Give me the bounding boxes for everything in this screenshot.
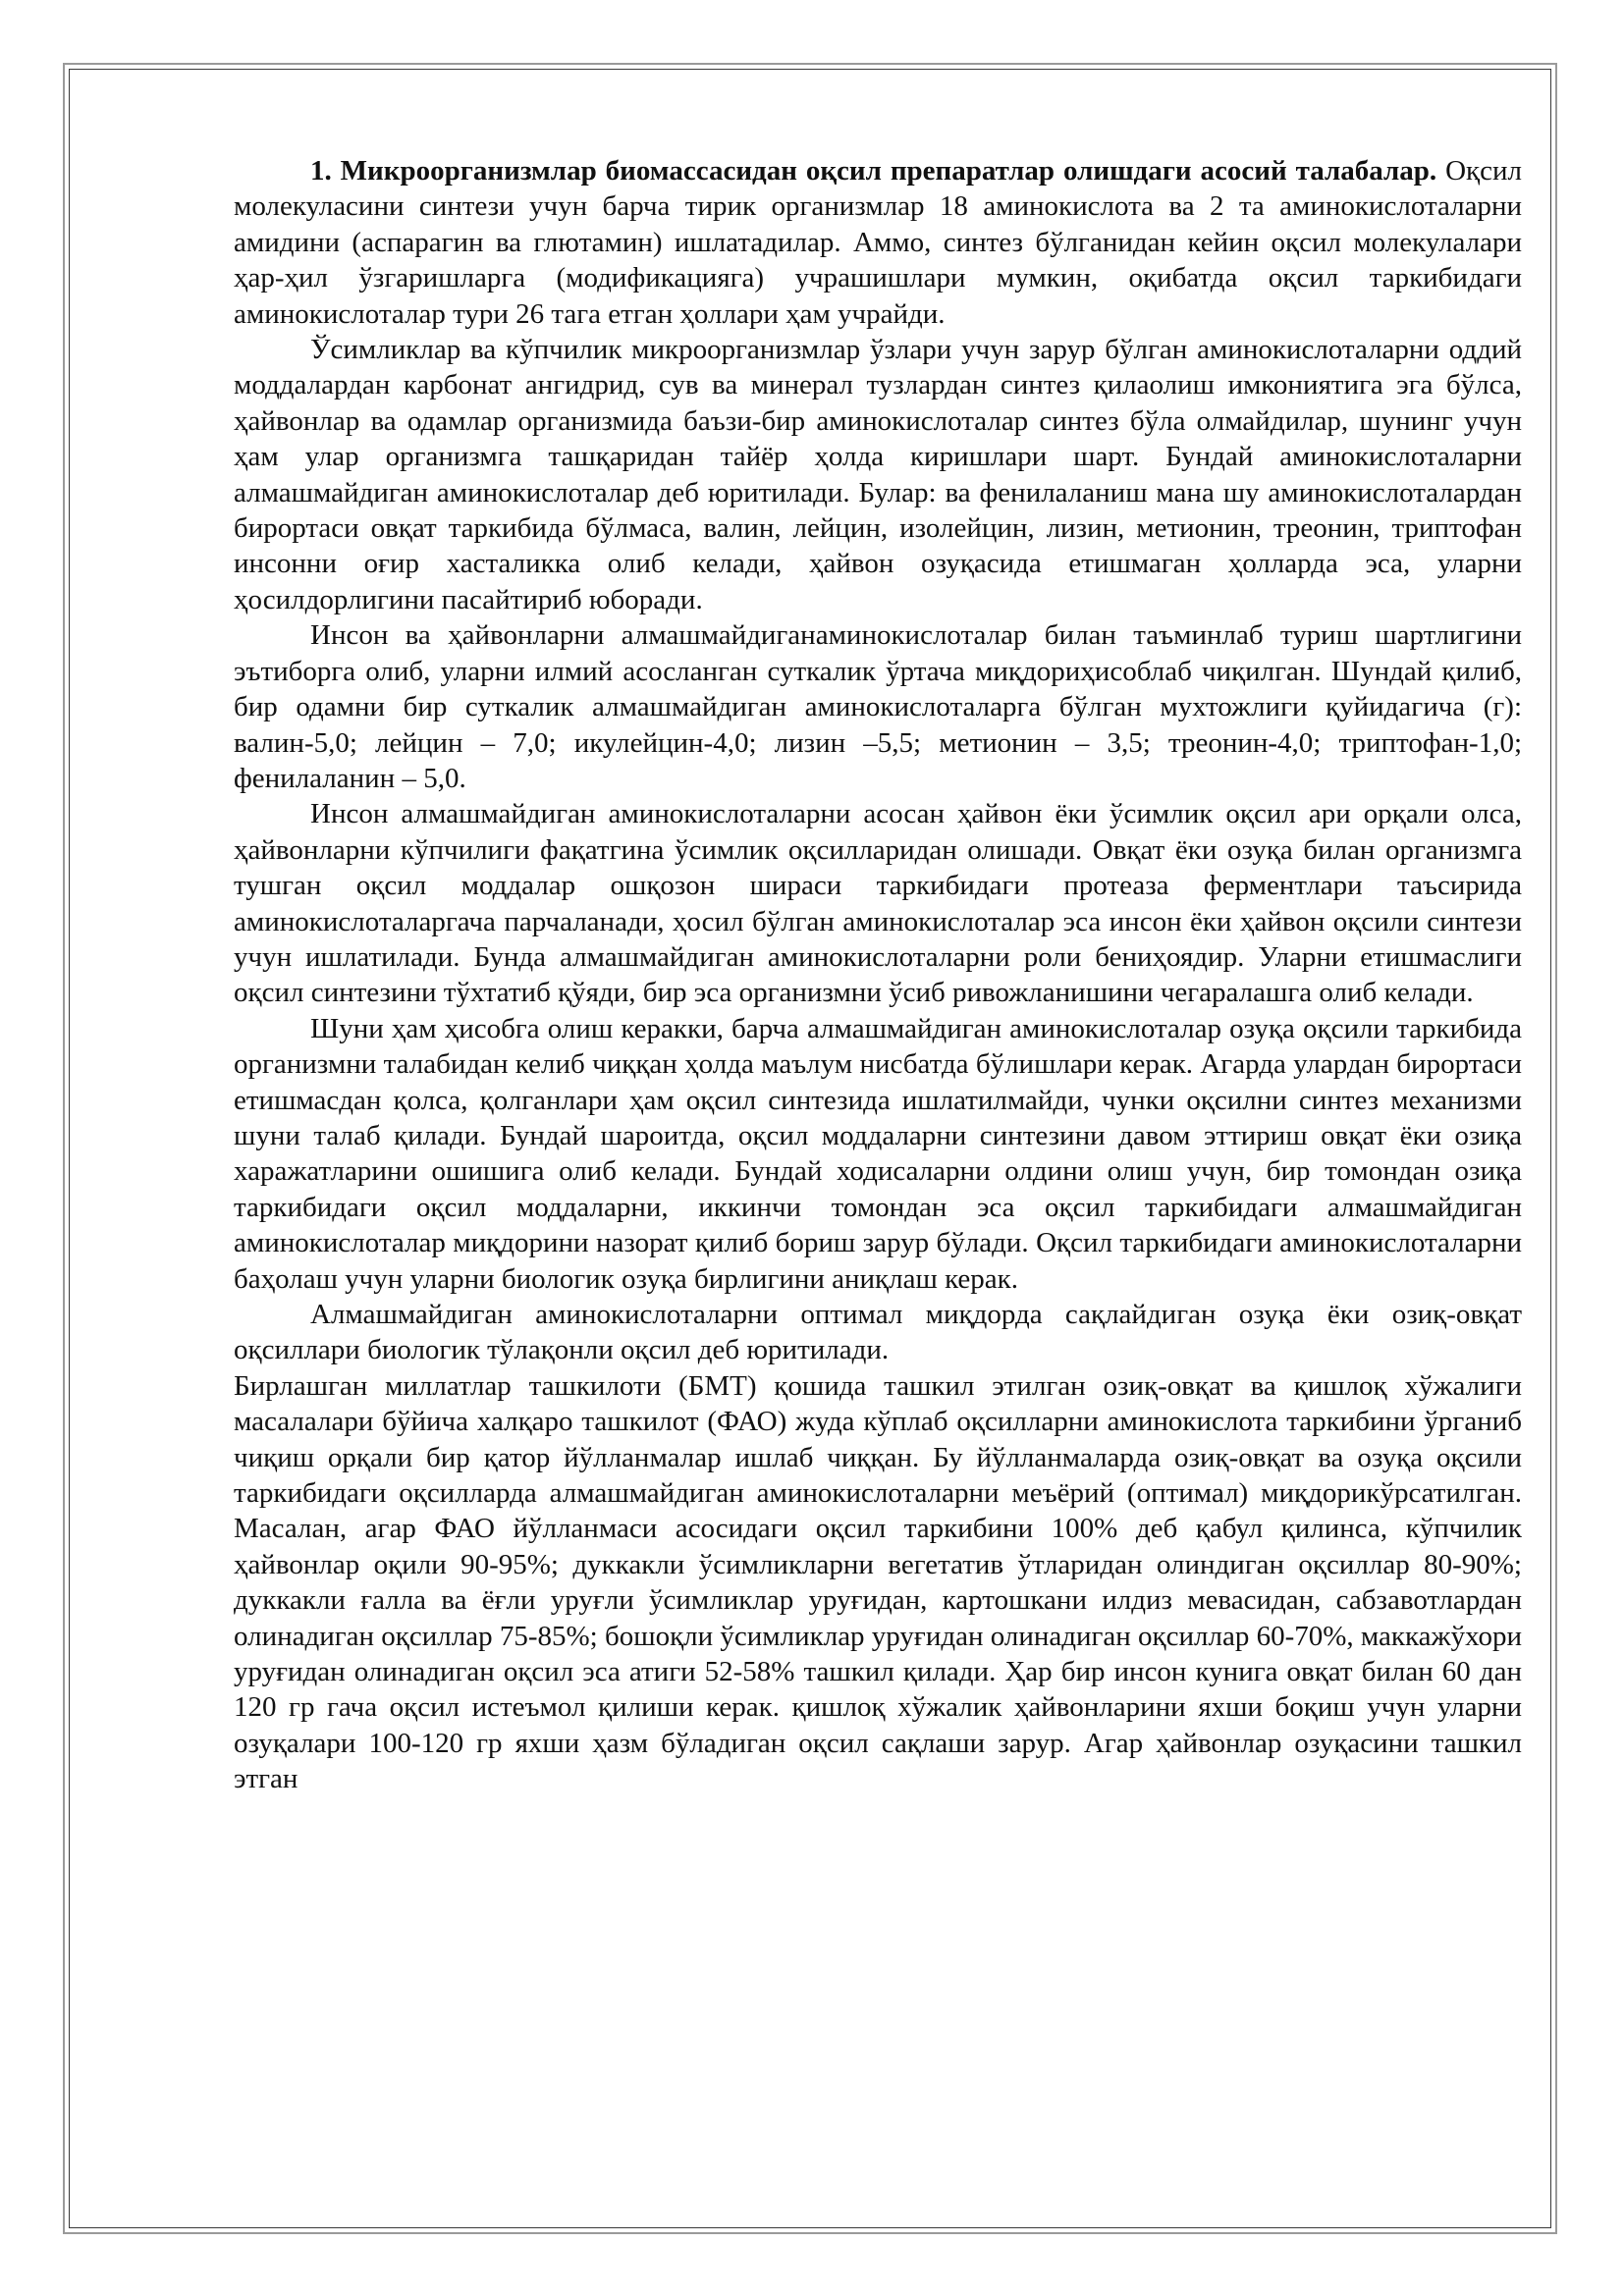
paragraph-5: Шуни ҳам ҳисобга олиш керакки, барча алмашмайдиган аминокислоталар озуқа оқсили таркибида организмни талабидан келиб чиққан ҳолда маълум нисбатда бўлишлари керак. Агарда улардан бирортаси етишмасдан қолса, қолганлари ҳам оқсил синтезида ишлатилмайди, чунки оқсилни синтез механизми шуни талаб қилади. Бундай шароитда, оқсил моддаларни синтезини давом эттириш овқат ёки озиқа харажатларини ошишига олиб келади. Бундай ходисаларни олдини олиш учун, бир томондан озиқа таркибидаги оқсил моддаларни, иккинчи томондан эса оқсил таркибидаги алмашмайдиган аминокислоталар миқдорини назорат қилиб бориш зарур бўлади. Оқсил таркибидаги аминокислоталарни баҳолаш учун уларни биологик озуқа бирлигини аниқлаш керак. (234, 1012, 1522, 1295)
document-body (234, 153, 1522, 1797)
paragraph-1 (234, 153, 1522, 332)
paragraph-4: Инсон алмашмайдиган аминокислоталарни асосан ҳайвон ёки ўсимлик оқсил ари орқали олса, ҳайвонларни кўпчилиги фақатгина ўсимлик оқсилларидан олишади. Овқат ёки озуқа билан организмга тушган оқсил моддалар ошқозон шираси таркибидаги протеаза ферментлари таъсирида аминокислоталаргача парчаланади, ҳосил бўлган аминокислоталар эса инсон ёки ҳайвон оқсили синтези учун ишлатилади. Бунда алмашмайдиган аминокислоталарни роли бениҳоядир. Уларни етишмаслиги оқсил синтезини тўхтатиб қўяди, бир эса организмни ўсиб ривожланишини чегаралашга олиб келади. (234, 798, 1522, 1009)
paragraph-3: Инсон ва ҳайвонларни алмашмайдиганаминокислоталар билан таъминлаб туриш шартлигини эътиборга олиб, уларни илмий асосланган суткалик ўртача миқдориҳисоблаб чиқилган. Шундай қилиб, бир одамни бир суткалик алмашмайдиган аминокислоталарга бўлган мухтожлиги қуйидагича (г): валин-5,0; лейцин – 7,0; икулейцин-4,0; лизин –5,5; метионин – 3,5; треонин-4,0; триптофан-1,0; фенилаланин – 5,0. (234, 619, 1522, 794)
paragraph-7: Бирлашган миллатлар ташкилоти (БМТ) қошида ташкил этилган озиқ-овқат ва қишлоқ хўжалиги масалалари бўйича халқаро ташкилот (ФАО) жуда кўплаб оқсилларни аминокислота таркибини ўрганиб чиқиш орқали бир қатор йўлланмалар ишлаб чиққан. Бу йўлланмаларда озиқ-овқат ва озуқа оқсили таркибидаги оқсилларда алмашмайдиган аминокислоталарни меъёрий (оптимал) миқдорикўрсатилган. Масалан, агар ФАО йўлланмаси асосидаги оқсил таркибини 100% деб қабул қилинса, кўпчилик ҳайвонлар оқили 90-95%; дуккакли ўсимликларни вегетатив ўтларидан олиндиган оқсиллар 80-90%; дуккакли ғалла ва ёғли уруғли ўсимликлар уруғидан, картошкани илдиз мевасидан, сабзавотлардан олинадиган оқсиллар 75-85%; бошоқли ўсимликлар уруғидан олинадиган оқсиллар 60-70%, маккажўхори уруғидан олинадиган оқсил эса атиги 52-58% ташкил қилади. Ҳар бир инсон кунига овқат билан 60 дан 120 гр гача оқсил истеъмол қилиши керак. қишлоқ хўжалик ҳайвонларини яхши боқиш учун уларни озуқалари 100-120 гр яхши ҳазм бўладиган оқсил сақлаши зарур. Агар ҳайвонлар озуқасини ташкил этган (234, 1369, 1522, 1795)
section-heading: 1. Микроорганизмлар биомассасидан оқсил препаратлар олишдаги асосий талабалар. (310, 155, 1437, 187)
paragraph-1-text: Оқсил молекуласини синтези учун барча тирик организмлар 18 аминокислота ва 2 та аминокислоталарни амидини (аспарагин ва глютамин) ишлатадилар. Аммо, синтез бўлганидан кейин оқсил молекулалари ҳар-ҳил ўзгаришларга (модификацияга) учрашишлари мумкин, оқибатда оқсил таркибидаги аминокислоталар тури 26 тага етган ҳоллари ҳам учрайди. (234, 155, 1523, 330)
paragraph-2: Ўсимликлар ва кўпчилик микроорганизмлар ўзлари учун зарур бўлган аминокислоталарни оддий моддалардан карбонат ангидрид, сув ва минерал тузлардан синтез қилаолиш имкониятига эга бўлса, ҳайвонлар ва одамлар организмида баъзи-бир аминокислоталар синтез бўла олмайдилар, шунинг учун ҳам улар организмга ташқаридан тайёр ҳолда киришлари шарт. Бундай аминокислоталарни алмашмайдиган аминокислоталар деб юритилади. Булар: ва фенилаланиш мана шу аминокислоталардан бирортаси овқат таркибида бўлмаса, валин, лейцин, изолейцин, лизин, метионин, треонин, триптофан инсонни оғир хасталикка олиб келади, ҳайвон озуқасида етишмаган ҳолларда эса, уларни ҳосилдорлигини пасайтириб юборади. (234, 334, 1522, 615)
paragraph-6: Алмашмайдиган аминокислоталарни оптимал миқдорда сақлайдиган озуқа ёки озиқ-овқат оқсиллари биологик тўлақонли оқсил деб юритилади. (234, 1299, 1522, 1366)
